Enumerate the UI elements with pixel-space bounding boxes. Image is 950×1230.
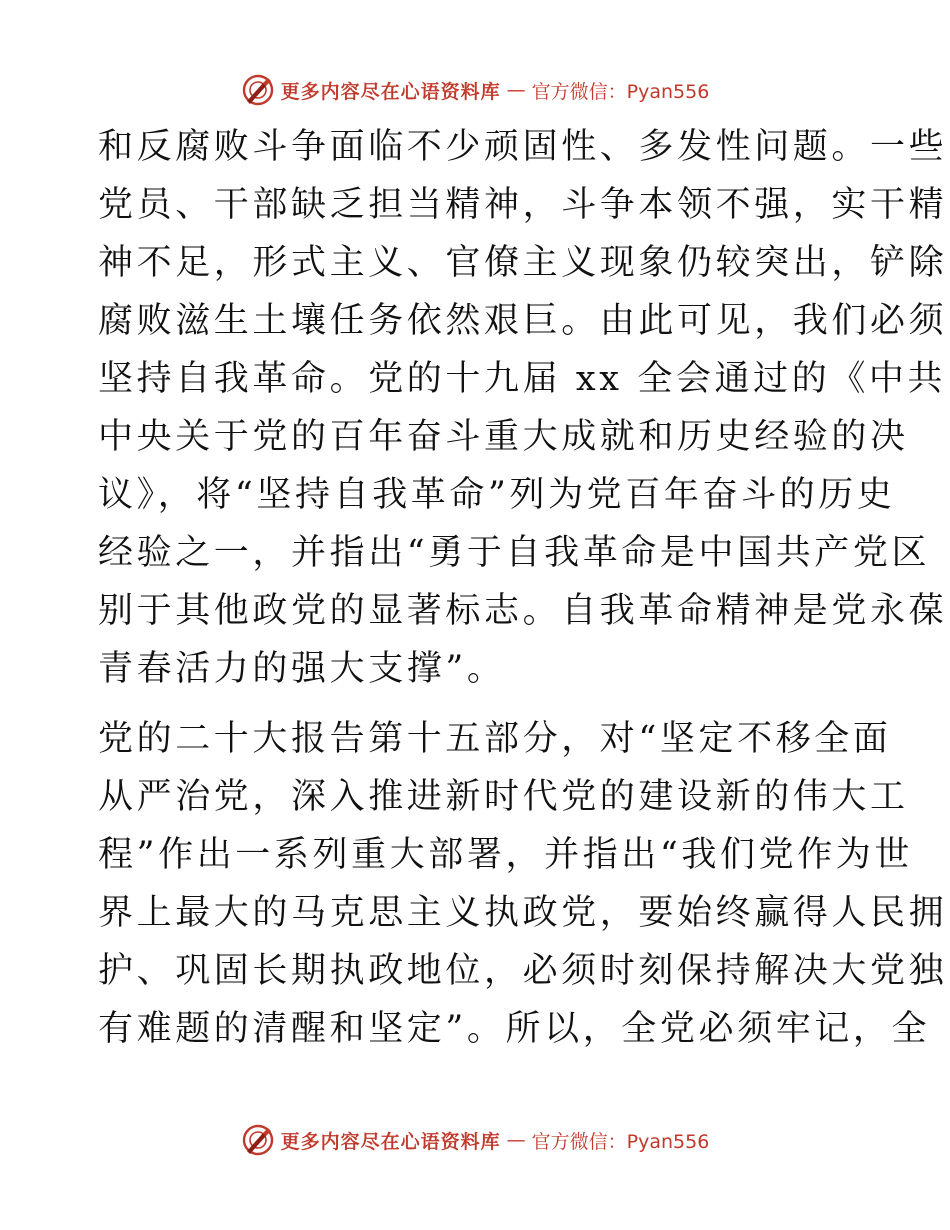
text-line: 界上最大的马克思主义执政党，要始终赢得人民拥 — [98, 893, 948, 933]
text-line: 议》，将“坚持自我革命”列为党百年奋斗的历史 — [98, 475, 896, 515]
text-line: 经验之一，并指出“勇于自我革命是中国共产党区 — [98, 533, 931, 573]
paragraph-1 — [98, 118, 948, 698]
footer-banner-wechat: 官方微信：Pyan556 — [531, 1130, 710, 1153]
text-line: 有难题的清醒和坚定”。所以，全党必须牢记，全 — [98, 1009, 931, 1049]
text-line: 青春活力的强大支撑”。 — [98, 649, 506, 689]
text-line: 程”作出一系列重大部署，并指出“我们党作为世 — [98, 835, 913, 875]
text-line: 从严治党，深入推进新时代党的建设新的伟大工 — [98, 777, 909, 817]
footer-banner — [0, 1120, 950, 1160]
text-line: 坚持自我革命。党的十九届 xx 全会通过的《中共 — [98, 359, 947, 399]
paragraph-2 — [98, 710, 948, 1058]
footer-banner-dash: — — [506, 1129, 526, 1151]
header-banner-title: 更多内容尽在心语资料库 — [280, 80, 501, 103]
text-line: 别于其他政党的显著标志。自我革命精神是党永葆 — [98, 591, 948, 631]
text-line: 神不足，形式主义、官僚主义现象仍较突出，铲除 — [98, 243, 948, 283]
text-line: 护、巩固长期执政地位，必须时刻保持解决大党独 — [98, 951, 948, 991]
header-banner-dash: — — [506, 79, 526, 101]
text-line: 党员、干部缺乏担当精神，斗争本领不强，实干精 — [98, 185, 948, 225]
text-line: 党的二十大报告第十五部分，对“坚定不移全面 — [98, 719, 892, 759]
text-line: 腐败滋生土壤任务依然艰巨。由此可见，我们必须 — [98, 301, 948, 341]
header-banner-wechat: 官方微信：Pyan556 — [531, 80, 710, 103]
document-body — [98, 118, 948, 1058]
pen-logo-icon — [241, 1123, 275, 1157]
header-banner — [0, 70, 950, 110]
pen-logo-icon — [241, 73, 275, 107]
footer-banner-title: 更多内容尽在心语资料库 — [280, 1130, 501, 1153]
text-line: 中央关于党的百年奋斗重大成就和历史经验的决 — [98, 417, 909, 457]
text-line: 和反腐败斗争面临不少顽固性、多发性问题。一些 — [98, 127, 948, 167]
